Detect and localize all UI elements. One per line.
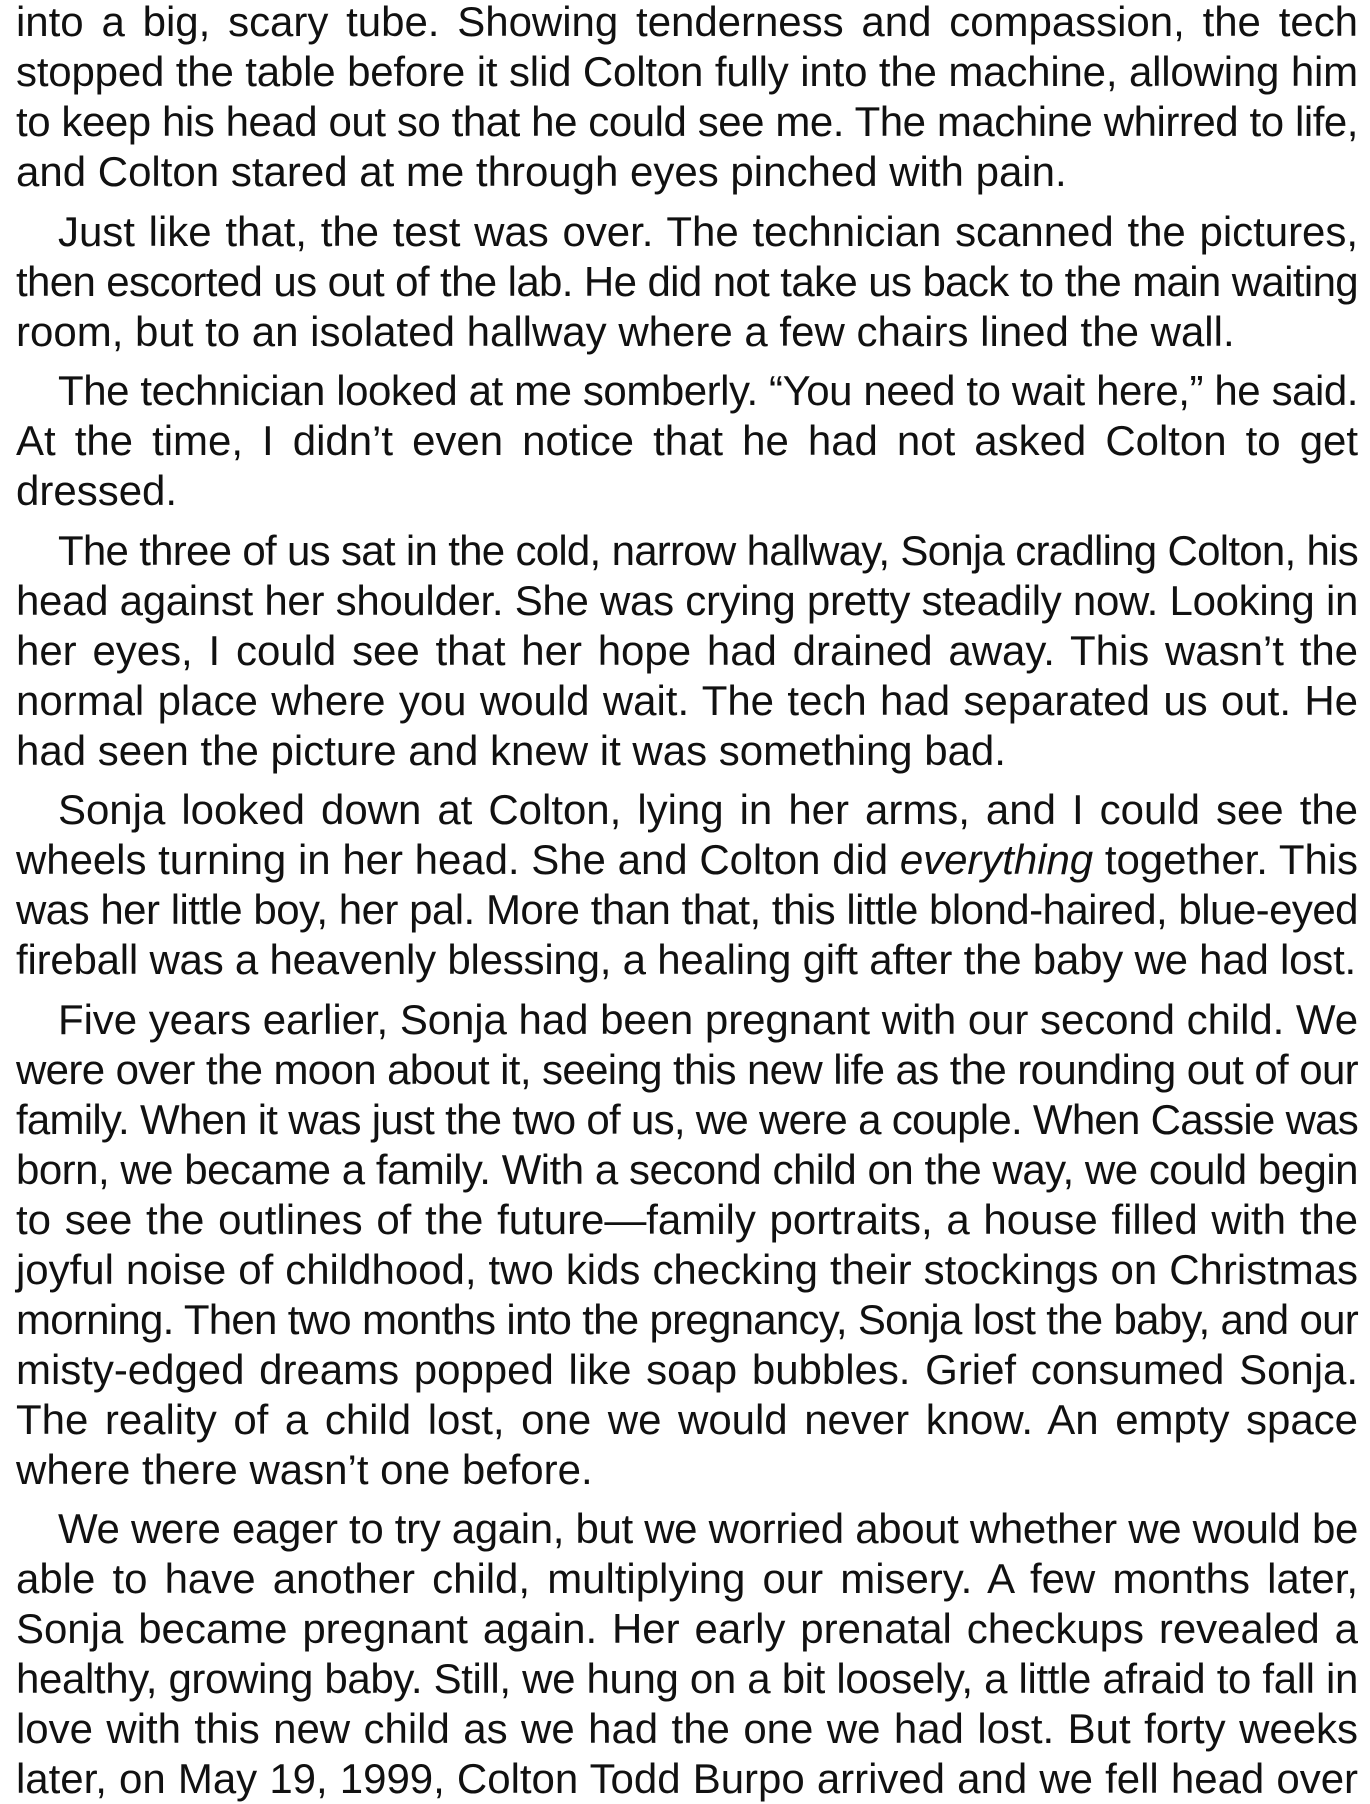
text-line: born, we became a family. With a second child on the way, we could begin — [16, 1145, 1358, 1193]
text-line: to keep his head out so that he could see me. The machine whirred to life, — [16, 98, 1358, 145]
text-line: able to have another child, multiplying our misery. A few months later, — [16, 1555, 1358, 1602]
text-line: Just like that, the test was over. The technician scanned the pictures, — [58, 207, 1358, 255]
text-line: love with this new child as we had the one we had lost. But forty weeks — [16, 1705, 1358, 1752]
text-line: where there wasn’t one before. — [16, 1445, 593, 1493]
text-line: stopped the table before it slid Colton fully into the machine, allowing him — [16, 48, 1358, 95]
text-line: room, but to an isolated hallway where a few chairs lined the wall. — [16, 307, 1235, 355]
paragraph — [16, 526, 1358, 776]
text-line: We were eager to try again, but we worried about whether we would be — [58, 1505, 1358, 1552]
text-run: together. This — [1093, 836, 1358, 883]
paragraph — [16, 366, 1358, 516]
text-run: wheels turning in her head. She and Colton did — [16, 836, 900, 883]
text-line: Five years earlier, Sonja had been pregnant with our second child. We — [58, 995, 1358, 1043]
text-line — [16, 835, 1358, 885]
text-line: Sonja became pregnant again. Her early prenatal checkups revealed a — [16, 1605, 1358, 1652]
text-line: healthy, growing baby. Still, we hung on a bit loosely, a little afraid to fall in — [16, 1655, 1358, 1702]
text-line: joyful noise of childhood, two kids checking their stockings on Christmas — [16, 1245, 1358, 1293]
emphasized-word: everything — [899, 836, 1094, 883]
text-line: fireball was a heavenly blessing, a healing gift after the baby we had lost. — [16, 936, 1356, 983]
text-line: later, on May 19, 1999, Colton Todd Burpo arrived and we fell head over — [16, 1755, 1358, 1802]
paragraph — [16, 207, 1358, 357]
text-line: then escorted us out of the lab. He did not take us back to the main waiting — [16, 257, 1358, 305]
text-line: The reality of a child lost, one we would never know. An empty space — [16, 1395, 1358, 1443]
text-line: dressed. — [16, 467, 178, 514]
text-line: to see the outlines of the future—family portraits, a house filled with the — [16, 1195, 1358, 1243]
text-line: head against her shoulder. She was crying pretty steadily now. Looking in — [16, 576, 1358, 624]
paragraph — [16, 995, 1358, 1495]
text-line: misty-edged dreams popped like soap bubbles. Grief consumed Sonja. — [16, 1345, 1358, 1393]
paragraph — [16, 1504, 1358, 1804]
paragraph — [16, 785, 1358, 985]
text-line: normal place where you would wait. The tech had separated us out. He — [16, 676, 1358, 724]
text-line: was her little boy, her pal. More than that, this little blond-haired, blue-eyed — [16, 886, 1358, 933]
text-line: At the time, I didn’t even notice that he had not asked Colton to get — [16, 417, 1358, 464]
text-line: were over the moon about it, seeing this new life as the rounding out of our — [16, 1045, 1358, 1093]
text-line: morning. Then two months into the pregnancy, Sonja lost the baby, and our — [16, 1295, 1358, 1343]
text-line: family. When it was just the two of us, we were a couple. When Cassie was — [16, 1095, 1358, 1143]
text-line: and Colton stared at me through eyes pinched with pain. — [16, 148, 1067, 195]
text-line: The three of us sat in the cold, narrow hallway, Sonja cradling Colton, his — [58, 526, 1358, 574]
text-line: into a big, scary tube. Showing tenderness and compassion, the tech — [16, 0, 1358, 45]
text-line: had seen the picture and knew it was something bad. — [16, 726, 1006, 774]
paragraph — [16, 0, 1358, 197]
text-line: her eyes, I could see that her hope had drained away. This wasn’t the — [16, 626, 1358, 674]
text-line: The technician looked at me somberly. “You need to wait here,” he said. — [58, 367, 1358, 414]
text-line: Sonja looked down at Colton, lying in her arms, and I could see the — [58, 786, 1358, 833]
